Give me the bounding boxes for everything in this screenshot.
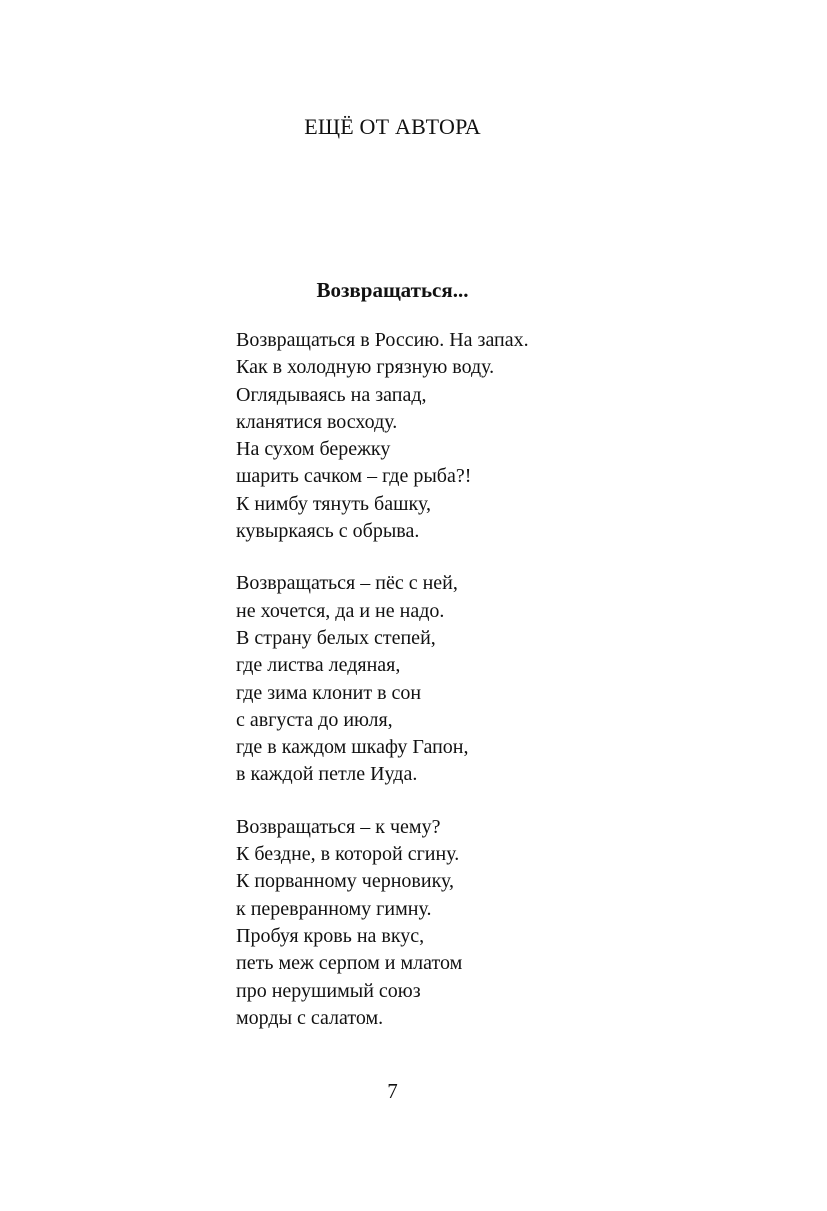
poem-line: про нерушимый союз	[236, 979, 421, 1002]
poem-line: К порванному черновику,	[236, 870, 454, 893]
page-number: 7	[387, 1079, 398, 1103]
poem-line: Возвращаться в Россию. На запах.	[236, 329, 529, 351]
poem-line: не хочется, да и не надо.	[236, 599, 445, 622]
poem-line: К нимбу тянуть башку,	[236, 492, 431, 515]
poem-line: кувыркаясь с обрыва.	[236, 520, 420, 543]
poem-line: В страну белых степей,	[236, 626, 436, 649]
running-header: ЕЩЁ ОТ АВТОРА	[304, 114, 481, 139]
poem-line: Возвращаться – к чему?	[236, 815, 441, 838]
poem-line: Возвращаться – пёс с ней,	[236, 572, 458, 595]
poem-line: к перевранному гимну.	[236, 897, 432, 920]
stanza-2	[236, 570, 636, 788]
stanza-1	[236, 327, 636, 545]
poem-line: Как в холодную грязную воду.	[236, 356, 495, 379]
poem-line: Оглядываясь на запад,	[236, 383, 427, 406]
poem-line: морды с салатом.	[236, 1006, 384, 1029]
poem-line: где в каждом шкафу Гапон,	[236, 736, 469, 759]
poem-line: Пробуя кровь на вкус,	[236, 924, 425, 947]
poem-line: в каждой петле Иуда.	[236, 763, 418, 786]
poem-line: К бездне, в которой сгину.	[236, 843, 460, 866]
poem-line: с августа до июля,	[236, 708, 393, 731]
poem-title: Возвращаться...	[316, 278, 469, 302]
poem-line: где листва ледяная,	[236, 654, 401, 677]
poem-line: где зима клонит в сон	[236, 681, 422, 704]
poem-line: шарить сачком – где рыба?!	[236, 465, 472, 488]
poem-body	[236, 327, 636, 1057]
poem-line: петь меж серпом и млатом	[236, 952, 463, 975]
poem-line: кланятися восходу.	[236, 410, 398, 433]
poem-line: На сухом бережку	[236, 438, 391, 461]
stanza-3	[236, 814, 636, 1032]
